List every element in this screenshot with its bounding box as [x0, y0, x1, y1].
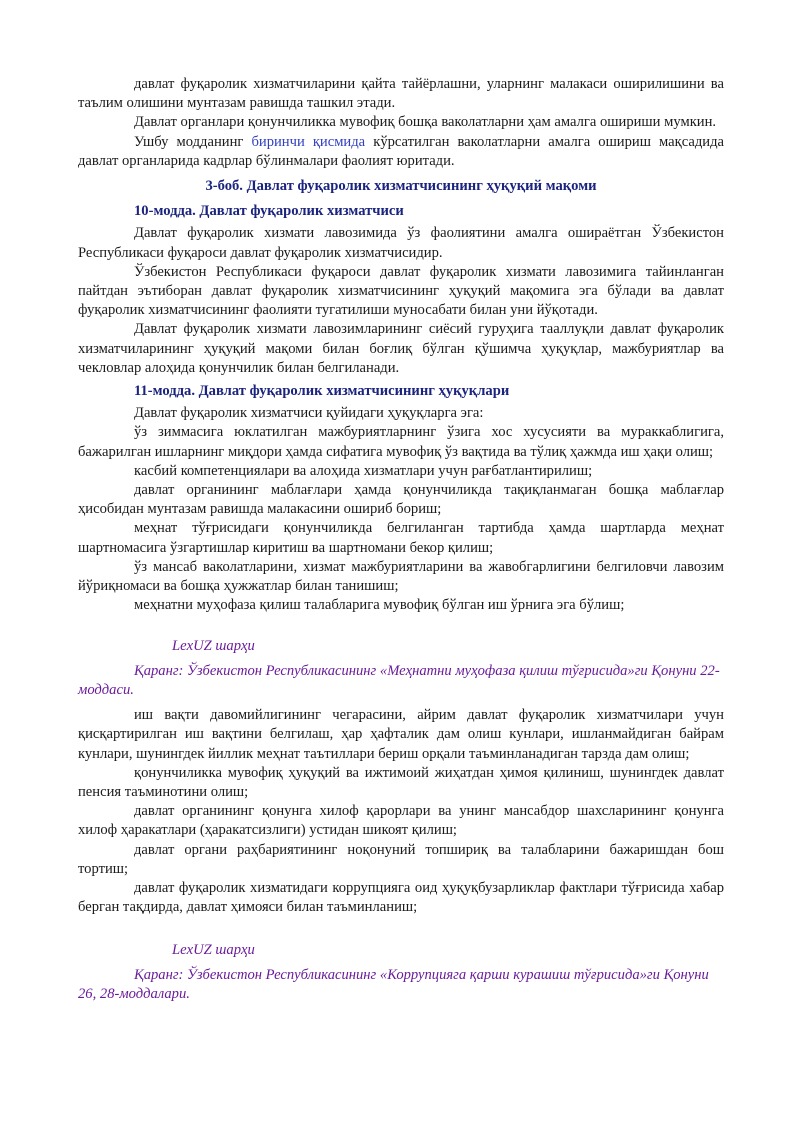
- list-item: меҳнатни муҳофаза қилиш талабларига мувофиқ бўлган иш ўрнига эга бўлиш;: [134, 597, 625, 614]
- list-item: қонунчиликка мувофиқ ҳуқуқий ва ижтимоий жиҳатдан ҳимоя қилиниш, шунингдек давлат пенсия таъминотини олиш;: [78, 764, 724, 800]
- paragraph: Ўзбекистон Республикаси фуқароси давлат фуқаролик хизмати лавозимига тайинланган пайтдан эътиборан давлат фуқаролик хизматчисининг ҳуқуқий мақомига эга бўлади ва давлат фуқаролик хизматчисининг фаолияти тугатилиши муносабати билан уни йўқотади.: [78, 263, 724, 319]
- paragraph: давлат фуқаролик хизматчиларини қайта тайёрлашни, уларнинг малакаси оширилишини ва таълим олишини мунтазам равишда ташкил этади.: [78, 76, 724, 112]
- list-item: касбий компетенциялари ва алоҳида хизматлари учун рағбатлантирилиш;: [134, 462, 593, 479]
- text-fragment: Ушбу модданинг: [134, 133, 252, 150]
- list-item: давлат органи раҳбариятининг ноқонуний топшириқ ва талабларини бажаришдан бош тортиш;: [78, 841, 724, 877]
- comment-text-link[interactable]: Қаранг: Ўзбекистон Республикасининг «Меҳнатни муҳофаза қилиш тўғрисида»ги Қонуни 22-моддаси.: [78, 662, 720, 698]
- list-item: давлат органининг қонунга хилоф қарорлари ва унинг мансабдор шахсларининг қонунга хилоф ҳаракатлари (ҳаракатсизлиги) устидан шикоят қилиш;: [78, 803, 724, 839]
- list-item: ўз мансаб ваколатларини, хизмат мажбуриятларини ва жавобгарлигини белгиловчи лавозим йўриқномаси ва бошқа ҳужжатлар билан танишиш;: [78, 558, 724, 595]
- list-item: иш вақти давомийлигининг чегарасини, айрим давлат фуқаролик хизматчилари учун қисқартирилган иш вақтини белгилаш, ҳар ҳафталик дам олиш кунлари, ишланмайдиган байрам кунлари, шунингдек йиллик меҳнат таътиллари бериш орқали таъминланадиган тарзда дам олиш;: [78, 707, 724, 762]
- text-fragment: кўрсатилган ваколатларни амалга ошириш мақсадида давлат органларида кадрлар бўлинмалари фаолият юритади.: [78, 133, 724, 169]
- lexuz-comment: [78, 941, 724, 1004]
- comment-text-link[interactable]: Қаранг: Ўзбекистон Республикасининг «Коррупцияга қарши курашиш тўғрисида»ги Қонуни 26, 28-моддалари.: [78, 966, 709, 1002]
- comment-title: LexUZ шарҳи: [172, 638, 255, 655]
- chapter-title: 3-боб. Давлат фуқаролик хизматчисининг ҳуқуқий мақоми: [205, 178, 597, 195]
- paragraph: Давлат фуқаролик хизмати лавозимида ўз фаолиятини амалга ошираётган Ўзбекистон Республикаси фуқароси давлат фуқаролик хизматчисидир.: [78, 225, 724, 261]
- list-item: давлат органининг маблағлари ҳамда қонунчиликда тақиқланмаган бошқа маблағлар ҳисобидан мунтазам равишда малакасини ошириб бориш;: [78, 482, 724, 518]
- article-11-title: 11-модда. Давлат фуқаролик хизматчисининг ҳуқуқлари: [134, 383, 510, 400]
- paragraph: [78, 133, 724, 171]
- list-item: ўз зиммасига юклатилган мажбуриятларнинг ўзига хос хусусияти ва мураккаблигига, бажарилган ишларнинг миқдори ҳамда сифатига мувофиқ ўз вақтида ва тўлиқ ҳажмда иш ҳақи олиш;: [78, 424, 724, 460]
- lexuz-comment: [78, 637, 724, 700]
- comment-title: LexUZ шарҳи: [172, 942, 255, 959]
- paragraph: Давлат фуқаролик хизмати лавозимларининг сиёсий гуруҳига тааллуқли давлат фуқаролик хизматчиларининг ҳуқуқий мақоми билан боғлиқ бўлган қўшимча ҳуқуқлар, мажбуриятлар ва чекловлар алоҳида қонунчилик билан белгиланади.: [78, 321, 724, 376]
- list-item: давлат фуқаролик хизматидаги коррупцияга оид ҳуқуқбузарликлар фактлари тўғрисида хабар берган тақдирда, давлат ҳимояси билан таъминланиш;: [78, 879, 724, 916]
- part-one-link[interactable]: биринчи қисмида: [251, 133, 366, 150]
- article-10-title: 10-модда. Давлат фуқаролик хизматчиси: [134, 203, 404, 220]
- paragraph: Давлат органлари қонунчиликка мувофиқ бошқа ваколатларни ҳам амалга ошириши мумкин.: [134, 114, 717, 131]
- list-item: меҳнат тўғрисидаги қонунчиликда белгиланган тартибда ҳамда шартларда меҳнат шартномасига ўзгартишлар киритиш ва шартномани бекор қилиш;: [78, 520, 724, 556]
- paragraph: Давлат фуқаролик хизматчиси қуйидаги ҳуқуқларга эга:: [134, 405, 484, 422]
